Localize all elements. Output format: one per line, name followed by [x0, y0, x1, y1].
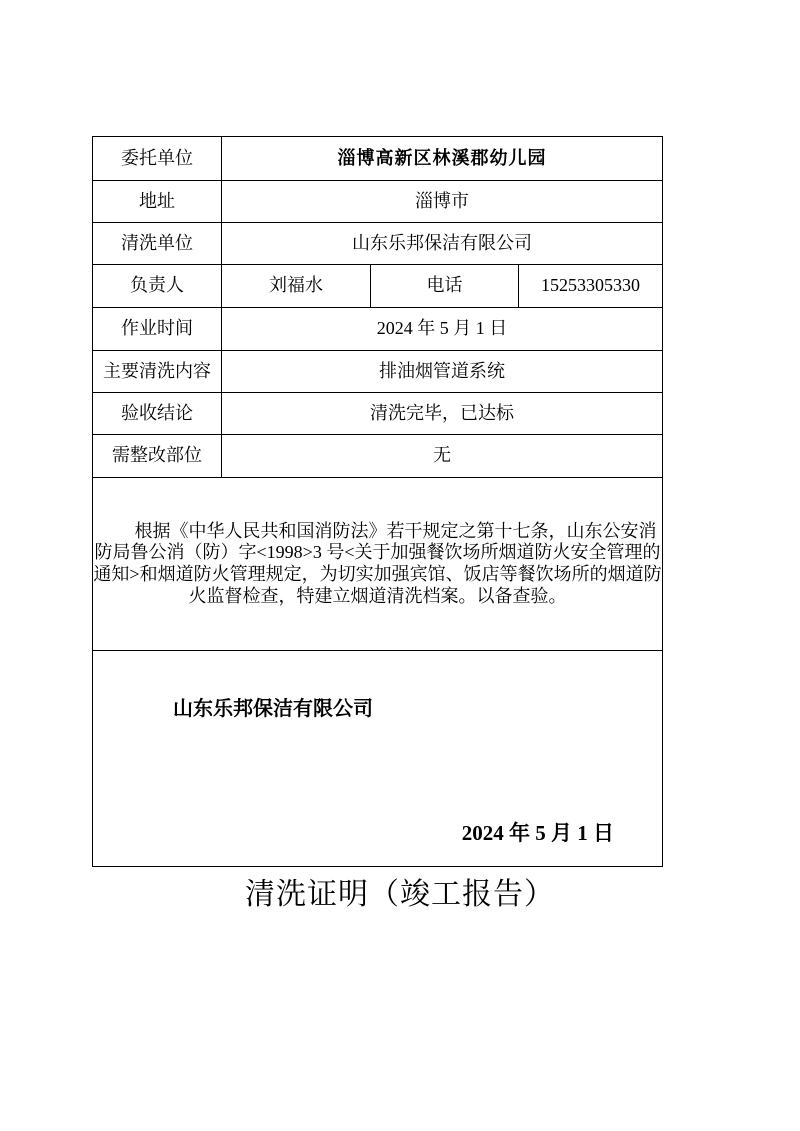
address-label: 地址 [93, 181, 222, 223]
table-row [93, 478, 663, 651]
table-row [93, 651, 663, 867]
address-value: 淄博市 [222, 181, 663, 223]
table-row [93, 223, 663, 265]
work-date-label: 作业时间 [93, 308, 222, 351]
cleaning-record-table [92, 136, 663, 867]
table-row [93, 351, 663, 393]
table-row [93, 435, 663, 478]
cleaning-unit-label: 清洗单位 [93, 223, 222, 265]
table-row [93, 308, 663, 351]
client-unit-label: 委托单位 [93, 137, 222, 181]
phone-label: 电话 [371, 265, 519, 308]
acceptance-value: 清洗完毕，已达标 [222, 393, 663, 435]
table-row [93, 393, 663, 435]
signature-company: 山东乐邦保洁有限公司 [173, 698, 373, 720]
cleaning-content-label: 主要清洗内容 [93, 351, 222, 393]
cleaning-unit-value: 山东乐邦保洁有限公司 [222, 223, 663, 265]
rectify-label: 需整改部位 [93, 435, 222, 478]
table-row [93, 181, 663, 223]
manager-value: 刘福水 [222, 265, 371, 308]
cleaning-content-value: 排油烟管道系统 [222, 351, 663, 393]
signature-cell [93, 651, 663, 867]
phone-value: 15253305330 [519, 265, 663, 308]
rectify-value: 无 [222, 435, 663, 478]
work-date-value: 2024 年 5 月 1 日 [222, 308, 663, 351]
manager-label: 负责人 [93, 265, 222, 308]
signature-date: 2024 年 5 月 1 日 [461, 821, 614, 845]
table-row [93, 265, 663, 308]
table-row [93, 137, 663, 181]
document-title: 清洗证明（竣工报告） [245, 878, 555, 911]
acceptance-label: 验收结论 [93, 393, 222, 435]
regulation-notice: 根据《中华人民共和国消防法》若干规定之第十七条，山东公安消防局鲁公消（防）字<1998>3 号<关于加强餐饮场所烟道防火安全管理的通知>和烟道防火管理规定，为切实加强宾馆、饭店等餐饮场所的烟道防火监督检查，特建立烟道清洗档案。以备查验。 [93, 478, 663, 651]
client-unit-value: 淄博高新区林溪郡幼儿园 [222, 137, 663, 181]
